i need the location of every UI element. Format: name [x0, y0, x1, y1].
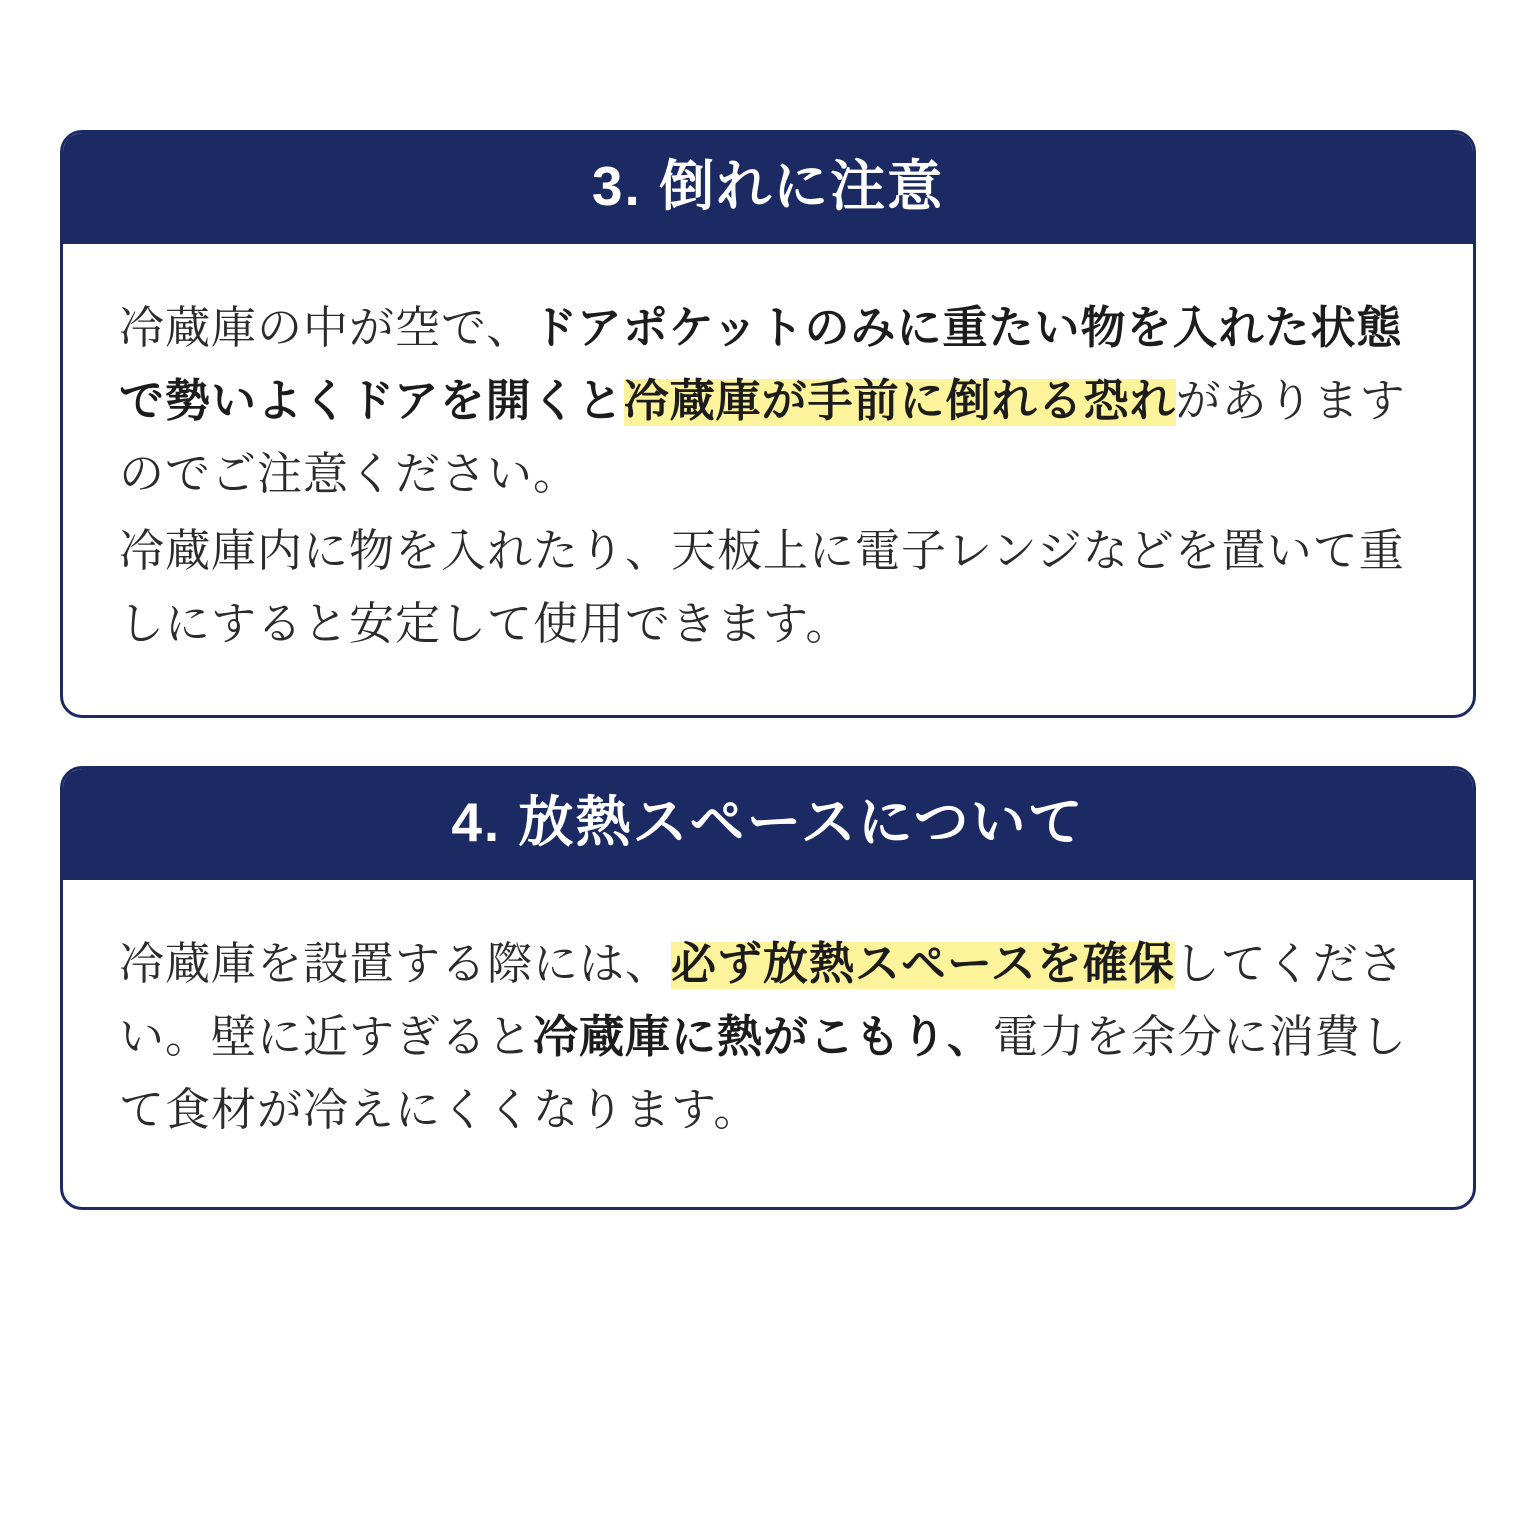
text-run-bold: 冷蔵庫に熱がこもり、 [533, 1010, 994, 1062]
text-run: 冷蔵庫内に物を入れたり、天板上に電子レンジなどを置いて重しにすると安定して使用できます。 [119, 524, 1405, 649]
section-heading-heat-dissipation: 4. 放熱スペースについて [63, 769, 1473, 880]
text-run-bold: ドアポケットのみに重たい物を入れた状態で勢いよくドアを開くと [119, 302, 1403, 427]
section-heading-toppling-warning: 3. 倒れに注意 [63, 133, 1473, 244]
text-run: 冷蔵庫の中が空で、 [119, 302, 533, 354]
section-card-toppling-warning [60, 130, 1476, 718]
text-run-highlighted: 冷蔵庫が手前に倒れる恐れ [623, 375, 1176, 427]
section-card-heat-dissipation [60, 766, 1476, 1210]
text-run: 電力を余分に消費して食材が冷えにくくなります。 [119, 1010, 1408, 1135]
text-run: がありますのでご注意ください。 [119, 375, 1406, 500]
text-run: 冷蔵庫を設置する際には、 [119, 937, 672, 989]
paragraph [119, 292, 1417, 511]
text-run: してください。壁に近すぎると [119, 937, 1405, 1062]
paragraph [119, 928, 1417, 1147]
section-body-heat-dissipation [63, 880, 1473, 1207]
paragraph [119, 515, 1417, 661]
section-body-toppling-warning [63, 244, 1473, 714]
text-run-highlighted: 必ず放熱スペースを確保 [671, 937, 1175, 989]
